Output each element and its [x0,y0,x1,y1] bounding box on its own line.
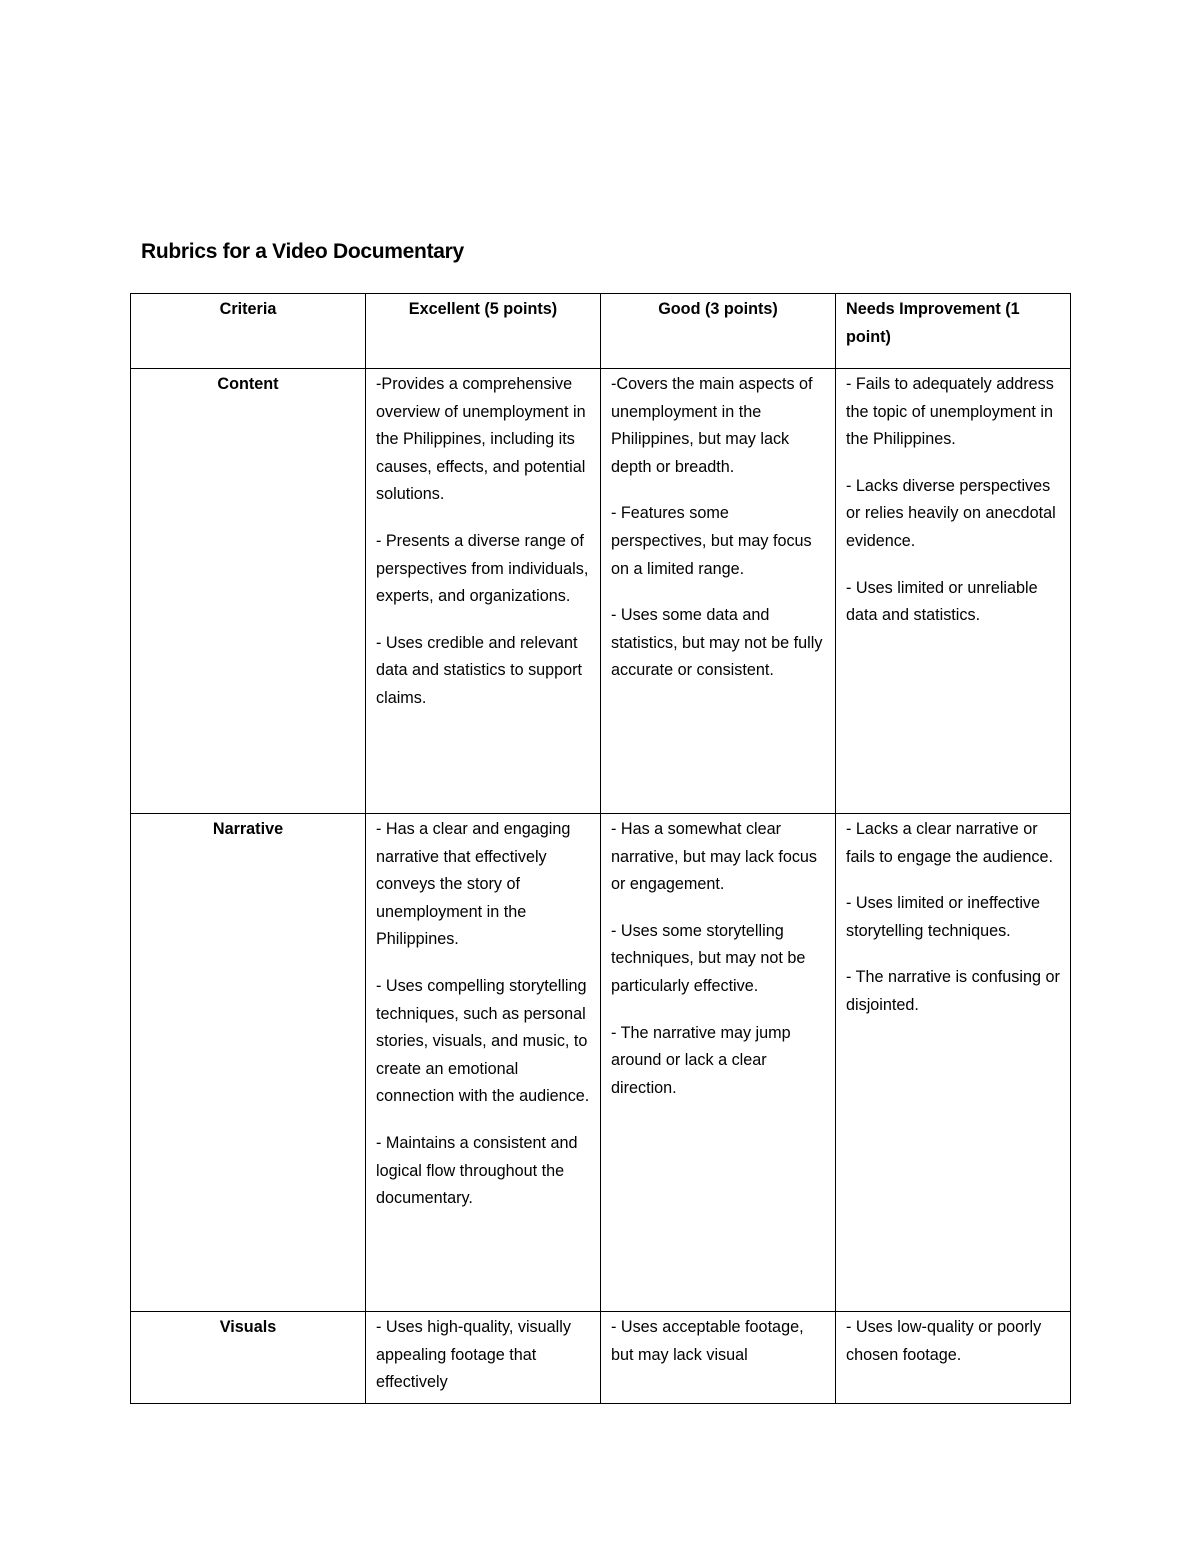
rubric-table [130,293,1071,1404]
rubric-item: - Uses some data and statistics, but may not be fully accurate or consistent. [611,606,823,680]
header-excellent: Excellent (5 points) [366,294,601,369]
page-title: Rubrics for a Video Documentary [141,240,464,263]
table-row [131,369,1071,814]
table-header-row [131,294,1071,369]
rubric-item: - Uses high-quality, visually appealing footage that effectively [376,1318,571,1392]
rubric-item: - Presents a diverse range of perspectives from individuals, experts, and organizations. [376,531,589,606]
rubric-item: -Covers the main aspects of unemployment in the Philippines, but may lack depth or breadth. [611,375,813,476]
rubric-item: - The narrative may jump around or lack a clear direction. [611,1023,791,1097]
header-criteria: Criteria [131,294,366,369]
rubric-item: - Uses limited or unreliable data and statistics. [846,578,1038,625]
cell-narrative-excellent [366,814,601,1312]
rubric-item: - Uses compelling storytelling techniques, such as personal stories, visuals, and music, to create an emotional connection with the audience. [376,976,590,1106]
cell-content-excellent [366,369,601,814]
criterion-narrative: Narrative [131,814,366,1312]
criterion-visuals: Visuals [131,1312,366,1404]
cell-content-needs-improvement [836,369,1071,814]
cell-content-good [601,369,836,814]
rubric-item: - Maintains a consistent and logical flow throughout the documentary. [376,1133,578,1208]
rubric-item: - Lacks diverse perspectives or relies heavily on anecdotal evidence. [846,476,1056,550]
rubric-item: - Fails to adequately address the topic of unemployment in the Philippines. [846,375,1054,449]
rubric-item: - Uses credible and relevant data and statistics to support claims. [376,633,583,707]
cell-visuals-good [601,1312,836,1404]
rubric-item: - Has a clear and engaging narrative that effectively conveys the story of unemployment in the Philippines. [376,820,571,949]
table-row [131,814,1071,1312]
cell-visuals-excellent [366,1312,601,1404]
rubric-item: - Uses low-quality or poorly chosen footage. [846,1318,1042,1364]
rubric-item: - Uses some storytelling techniques, but may not be particularly effective. [611,921,806,995]
cell-visuals-needs-improvement [836,1312,1071,1404]
rubric-item: - Uses acceptable footage, but may lack visual [611,1318,804,1364]
table-row [131,1312,1071,1404]
rubric-item: -Provides a comprehensive overview of unemployment in the Philippines, including its causes, effects, and potential solutions. [376,375,586,504]
header-needs-improvement: Needs Improvement (1 point) [836,294,1071,369]
rubric-item: - Lacks a clear narrative or fails to engage the audience. [846,820,1053,866]
rubric-item: - The narrative is confusing or disjointed. [846,968,1060,1014]
rubric-item: - Features some perspectives, but may focus on a limited range. [611,504,812,578]
rubric-item: - Has a somewhat clear narrative, but may lack focus or engagement. [611,820,818,894]
cell-narrative-needs-improvement [836,814,1071,1312]
cell-narrative-good [601,814,836,1312]
criterion-content: Content [131,369,366,814]
header-good: Good (3 points) [601,294,836,369]
rubric-item: - Uses limited or ineffective storytelling techniques. [846,894,1041,940]
